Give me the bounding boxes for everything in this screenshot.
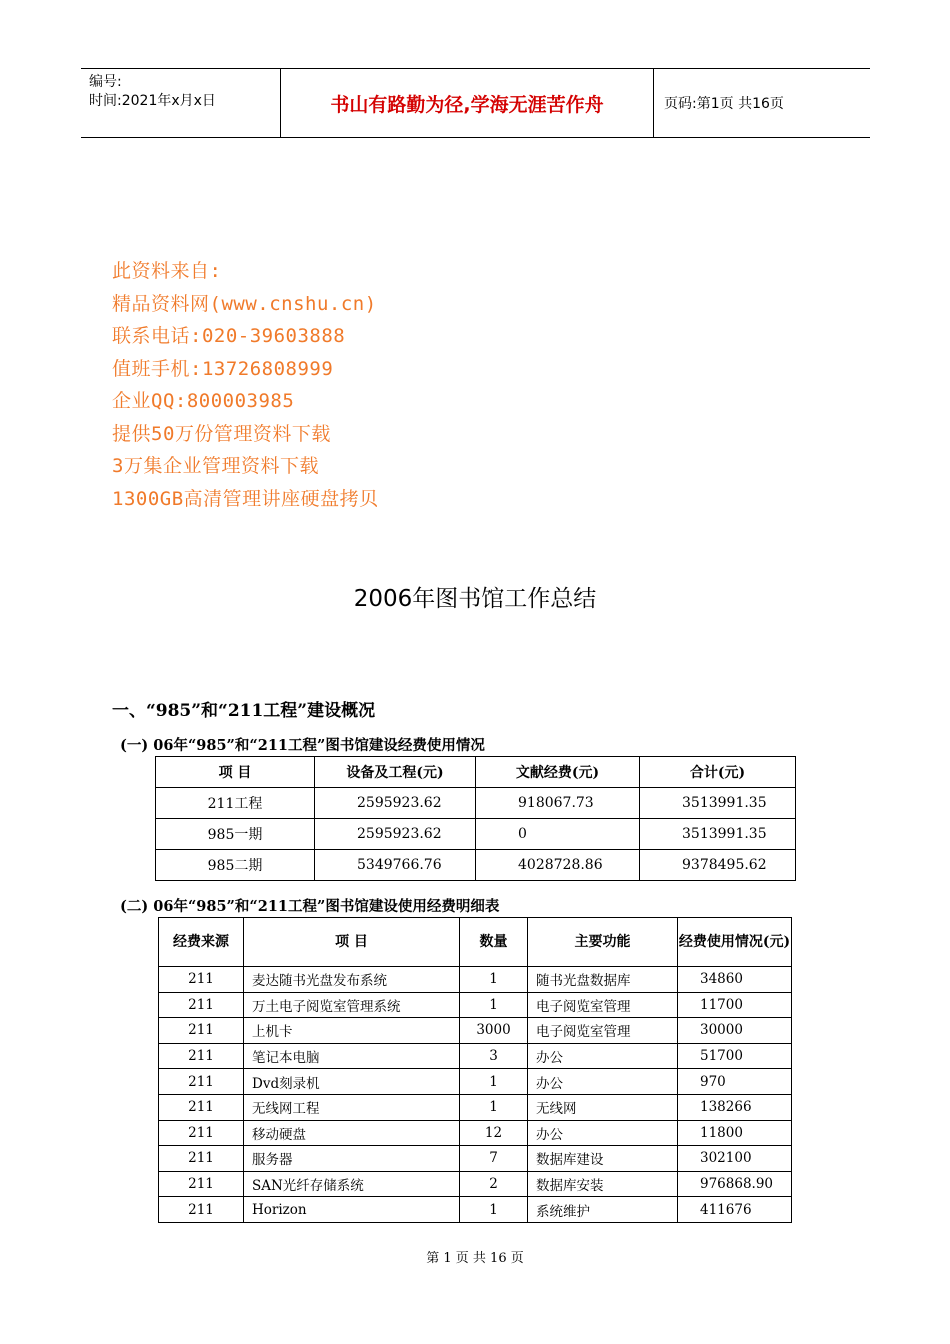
table-cell: 7 xyxy=(460,1146,528,1172)
table-cell: 办公 xyxy=(528,1043,678,1069)
ad-line: 企业QQ:800003985 xyxy=(112,390,295,412)
table-row xyxy=(156,788,796,819)
funding-detail-table xyxy=(158,917,792,1223)
page-footer: 第 1 页 共 16 页 xyxy=(426,1251,524,1266)
table-row xyxy=(156,850,796,881)
ad-line: 值班手机:13726808999 xyxy=(112,357,334,380)
table-row xyxy=(159,992,792,1018)
ad-line: 3万集企业管理资料下载 xyxy=(112,455,319,477)
header-meta xyxy=(81,69,281,137)
header-motto: 书山有路勤为径,学海无涯苦作舟 xyxy=(281,69,654,137)
table-cell: 985二期 xyxy=(156,850,315,881)
table-cell: 976868.90 xyxy=(678,1171,792,1197)
table-row xyxy=(159,1043,792,1069)
table-cell: 211 xyxy=(159,1146,244,1172)
table-cell: 麦达随书光盘发布系统 xyxy=(244,967,460,993)
table-cell: 服务器 xyxy=(244,1146,460,1172)
table-header-cell: 设备及工程(元) xyxy=(315,757,476,788)
funding-summary-table xyxy=(155,756,796,881)
table-cell: 无线网工程 xyxy=(244,1094,460,1120)
table-header-row xyxy=(156,757,796,788)
table-header-row xyxy=(159,918,792,967)
table-cell: 电子阅览室管理 xyxy=(528,992,678,1018)
ad-line: 联系电话:020-39603888 xyxy=(112,325,346,347)
ad-line: 精品资料网(www.cnshu.cn) xyxy=(112,292,377,315)
subsection-heading-2: (二) 06年“985”和“211工程”图书馆建设使用经费明细表 xyxy=(120,898,500,915)
table-row xyxy=(159,1197,792,1223)
table-cell: 211 xyxy=(159,967,244,993)
table-cell: 2 xyxy=(460,1171,528,1197)
table-cell: 211工程 xyxy=(156,788,315,819)
table-cell: 电子阅览室管理 xyxy=(528,1018,678,1044)
table-cell: 3513991.35 xyxy=(640,788,796,819)
detail-table-body xyxy=(159,967,792,1223)
table-header-cell: 文献经费(元) xyxy=(476,757,640,788)
table-cell: 移动硬盘 xyxy=(244,1120,460,1146)
table-cell: Dvd刻录机 xyxy=(244,1069,460,1095)
table-cell: 211 xyxy=(159,1043,244,1069)
table-cell: 51700 xyxy=(678,1043,792,1069)
table-cell: 11800 xyxy=(678,1120,792,1146)
header-page-info: 页码:第1页 共16页 xyxy=(664,96,784,112)
table-header-cell: 主要功能 xyxy=(528,918,678,967)
table-cell: 3000 xyxy=(460,1018,528,1044)
table-header-cell: 经费来源 xyxy=(159,918,244,967)
table-cell: 万土电子阅览室管理系统 xyxy=(244,992,460,1018)
table-cell: 211 xyxy=(159,1197,244,1223)
table-cell: 随书光盘数据库 xyxy=(528,967,678,993)
table-cell: 办公 xyxy=(528,1120,678,1146)
table-cell: 1 xyxy=(460,1069,528,1095)
table-cell: 138266 xyxy=(678,1094,792,1120)
table-header-cell: 项 目 xyxy=(156,757,315,788)
table-header-cell: 经费使用情况(元) xyxy=(678,918,792,967)
table-row xyxy=(159,1018,792,1044)
table-cell: 12 xyxy=(460,1120,528,1146)
table-cell: 上机卡 xyxy=(244,1018,460,1044)
ad-line: 此资料来自: xyxy=(112,260,222,282)
table-cell: 5349766.76 xyxy=(315,850,476,881)
table-cell: 918067.73 xyxy=(476,788,640,819)
table-cell: 笔记本电脑 xyxy=(244,1043,460,1069)
table-cell: 0 xyxy=(476,819,640,850)
table-row xyxy=(159,1120,792,1146)
table-cell: 211 xyxy=(159,992,244,1018)
table-cell: 11700 xyxy=(678,992,792,1018)
ad-line: 提供50万份管理资料下载 xyxy=(112,422,331,445)
table-row xyxy=(159,1171,792,1197)
table-row xyxy=(159,1094,792,1120)
table-cell: 1 xyxy=(460,1094,528,1120)
doc-time: 时间:2021年x月x日 xyxy=(89,93,216,109)
table-cell: Horizon xyxy=(244,1197,460,1223)
table-cell: 3 xyxy=(460,1043,528,1069)
subsection-heading-1: (一) 06年“985”和“211工程”图书馆建设经费使用情况 xyxy=(120,737,485,754)
table-cell: 211 xyxy=(159,1069,244,1095)
table-cell: 302100 xyxy=(678,1146,792,1172)
table-cell: 9378495.62 xyxy=(640,850,796,881)
table-cell: 411676 xyxy=(678,1197,792,1223)
table-cell: 4028728.86 xyxy=(476,850,640,881)
table-row xyxy=(156,819,796,850)
table-header-cell: 数量 xyxy=(460,918,528,967)
table-cell: SAN光纤存储系统 xyxy=(244,1171,460,1197)
table-cell: 2595923.62 xyxy=(315,788,476,819)
table-cell: 1 xyxy=(460,992,528,1018)
table-cell: 1 xyxy=(460,1197,528,1223)
table-header-cell: 合计(元) xyxy=(640,757,796,788)
page-header xyxy=(81,68,870,138)
doc-number: 编号: xyxy=(89,74,122,90)
document-title: 2006年图书馆工作总结 xyxy=(353,586,597,612)
table-cell: 无线网 xyxy=(528,1094,678,1120)
table-header-cell: 项 目 xyxy=(244,918,460,967)
table-cell: 985一期 xyxy=(156,819,315,850)
table-cell: 2595923.62 xyxy=(315,819,476,850)
table-cell: 数据库建设 xyxy=(528,1146,678,1172)
source-info-block xyxy=(112,255,379,515)
section-heading: 一、“985”和“211工程”建设概况 xyxy=(112,701,376,721)
table-row xyxy=(159,1069,792,1095)
table-cell: 系统维护 xyxy=(528,1197,678,1223)
table-cell: 34860 xyxy=(678,967,792,993)
table-cell: 数据库安装 xyxy=(528,1171,678,1197)
table-cell: 211 xyxy=(159,1094,244,1120)
ad-line: 1300GB高清管理讲座硬盘拷贝 xyxy=(112,487,379,510)
table-cell: 211 xyxy=(159,1120,244,1146)
table-cell: 970 xyxy=(678,1069,792,1095)
table-row xyxy=(159,1146,792,1172)
table-cell: 211 xyxy=(159,1018,244,1044)
table-cell: 3513991.35 xyxy=(640,819,796,850)
table-cell: 30000 xyxy=(678,1018,792,1044)
table-row xyxy=(159,967,792,993)
table-cell: 办公 xyxy=(528,1069,678,1095)
table-cell: 211 xyxy=(159,1171,244,1197)
table-cell: 1 xyxy=(460,967,528,993)
